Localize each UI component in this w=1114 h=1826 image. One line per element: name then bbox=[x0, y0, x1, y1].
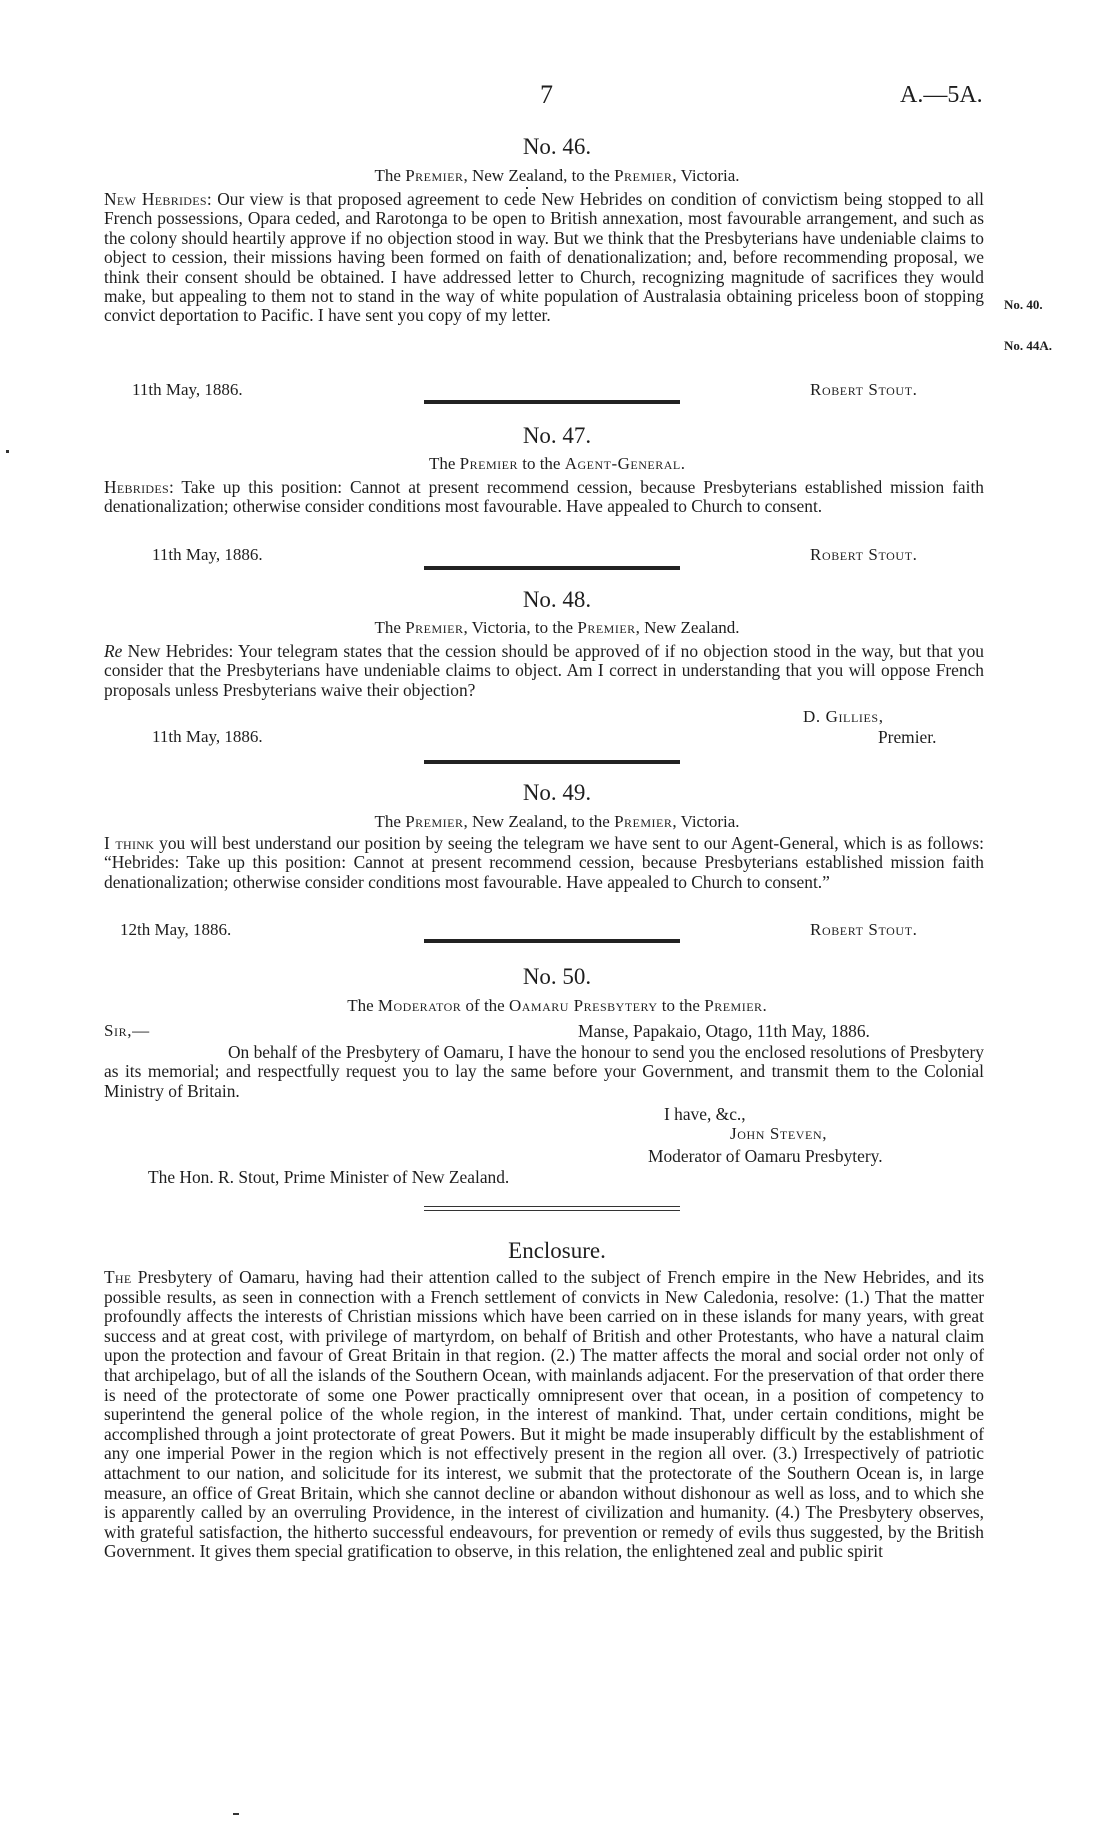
section-47-address: The Premier to the Agent-General. bbox=[428, 454, 686, 473]
section-49-address: The Premier, New Zealand, to the Premier, Victoria. bbox=[374, 812, 740, 831]
print-speck bbox=[526, 187, 528, 189]
section-49-body: I think you will best understand our position by seeing the telegram we have sent to our Agent-General, which is as follows: “Hebrides: Take up this position: Cannot at present recommend cession, because Presbyterians established mission faith denationalization; otherwise consider conditions most favourable. Have appealed to Church to consent.” bbox=[104, 833, 984, 892]
section-48-address: The Premier, Victoria, to the Premier, New Zealand. bbox=[374, 618, 740, 637]
section-46-body: New Hebrides: Our view is that proposed agreement to cede New Hebrides on condition of convictism being stopped to all French possessions, Opara ceded, and Rarotonga to be open to British annexation, most favourable arrangement, and such as the colony should heartily approve if no objection stood in way. But we think that the Presbyterians have undeniable claims to object to cession, their missions having been formed on faith of denationalization; and, before recommending proposal, we think their consent should be obtained. I have addressed letter to Church, recognizing magnitude of sacrifices they would make, but appealing to them not to stand in the way of white population of Australasia obtaining priceless boon of stopping convict deportation to Pacific. I have sent you copy of my letter. bbox=[104, 189, 984, 326]
section-46-number: No. 46. bbox=[522, 134, 592, 159]
section-50-salutation: Sir,— bbox=[104, 1021, 150, 1040]
section-divider bbox=[424, 400, 680, 404]
print-speck bbox=[233, 1813, 239, 1815]
section-50-place-date: Manse, Papakaio, Otago, 11th May, 1886. bbox=[578, 1021, 870, 1041]
section-46-signature: Robert Stout. bbox=[810, 380, 918, 399]
enclosure-title: Enclosure. bbox=[508, 1238, 606, 1263]
section-divider bbox=[424, 1210, 680, 1211]
section-48-signature-title: Premier. bbox=[878, 727, 937, 747]
section-49-signature: Robert Stout. bbox=[810, 920, 918, 939]
section-47-signature: Robert Stout. bbox=[810, 545, 918, 564]
margin-reference-no-44a: No. 44A. bbox=[1004, 338, 1053, 353]
print-speck bbox=[6, 450, 9, 453]
section-50-body: On behalf of the Presbytery of Oamaru, I have the honour to send you the enclosed resolutions of Presbytery as its memorial; and respectfully request you to lay the same before your Government, and transmit them to the Colonial Ministry of Britain. bbox=[104, 1042, 984, 1101]
section-48-date: 11th May, 1886. bbox=[152, 727, 263, 746]
margin-reference-no-40: No. 40. bbox=[1004, 297, 1043, 312]
section-48-body: Re New Hebrides: Your telegram states that the cession should be approved of if no objection stood in the way, but that you consider that the Presbyterians have undeniable claims to object. Am I correct in understanding that you will oppose French proposals unless Presbyterians waive their objection? bbox=[104, 641, 984, 700]
section-50-addressee: The Hon. R. Stout, Prime Minister of New Zealand. bbox=[148, 1167, 510, 1187]
section-49-date: 12th May, 1886. bbox=[120, 920, 232, 939]
section-divider bbox=[424, 1206, 680, 1207]
section-47-date: 11th May, 1886. bbox=[152, 545, 263, 564]
section-50-closing: I have, &c., bbox=[664, 1104, 746, 1124]
section-50-address: The Moderator of the Oamaru Presbytery to the Premier. bbox=[347, 996, 767, 1015]
section-47-body: Hebrides: Take up this position: Cannot at present recommend cession, because Presbyterians established mission faith denationalization; otherwise consider conditions most favourable. Have appealed to Church to consent. bbox=[104, 477, 984, 517]
section-divider bbox=[424, 939, 680, 943]
section-50-signature: John Steven, bbox=[730, 1124, 828, 1143]
section-47-number: No. 47. bbox=[522, 423, 592, 448]
section-divider bbox=[424, 760, 680, 764]
section-46-date: 11th May, 1886. bbox=[132, 380, 243, 399]
section-50-signature-title: Moderator of Oamaru Presbytery. bbox=[648, 1146, 883, 1166]
section-divider bbox=[424, 566, 680, 570]
document-reference: A.—5A. bbox=[900, 82, 983, 108]
section-48-signature: D. Gillies, bbox=[803, 707, 884, 726]
section-48-number: No. 48. bbox=[522, 587, 592, 612]
section-50-number: No. 50. bbox=[522, 964, 592, 989]
section-49-number: No. 49. bbox=[522, 780, 592, 805]
page-number: 7 bbox=[540, 80, 553, 109]
enclosure-body: The Presbytery of Oamaru, having had their attention called to the subject of French empire in the New Hebrides, and its possible results, as seen in connection with a French settlement of convicts in New Caledonia, resolve: (1.) That the matter profoundly affects the interests of Christian missions which have been carried on in these islands for many years, with great success and at great cost, with privilege of martyrdom, on behalf of British and other Protestants, who have a natural claim upon the protection and favour of Great Britain in that region. (2.) The matter affects the moral and social order not only of that archipelago, but of all the islands of the Southern Ocean, with mainlands adjacent. For the preservation of that order there is need of the protectorate of some one Power practically omnipresent over that ocean, in a position of competency to superintend the general police of the whole region, in the interest of mankind. That, under certain conditions, might be accomplished through a joint protectorate of great Powers. But it might be made insuperably difficult by the establishment of any one imperial Power in the region which is not effectively present in the region all over. (3.) Irrespectively of patriotic attachment to our nation, and solicitude for its interest, we submit that the protectorate of the Southern Ocean is, in large measure, an office of Great Britain, which she cannot decline or abandon without dishonour as well as loss, and to which she is apparently called by an overruling Providence, in the interest of civilization and humanity. (4.) The Presbytery observes, with grateful satisfaction, the hitherto successful endeavours, for prevention or remedy of evils thus suggested, by the British Government. It gives them special gratification to observe, in this relation, the enlightened zeal and public spirit bbox=[104, 1267, 984, 1562]
section-46-address: The Premier, New Zealand, to the Premier, Victoria. bbox=[374, 166, 740, 185]
